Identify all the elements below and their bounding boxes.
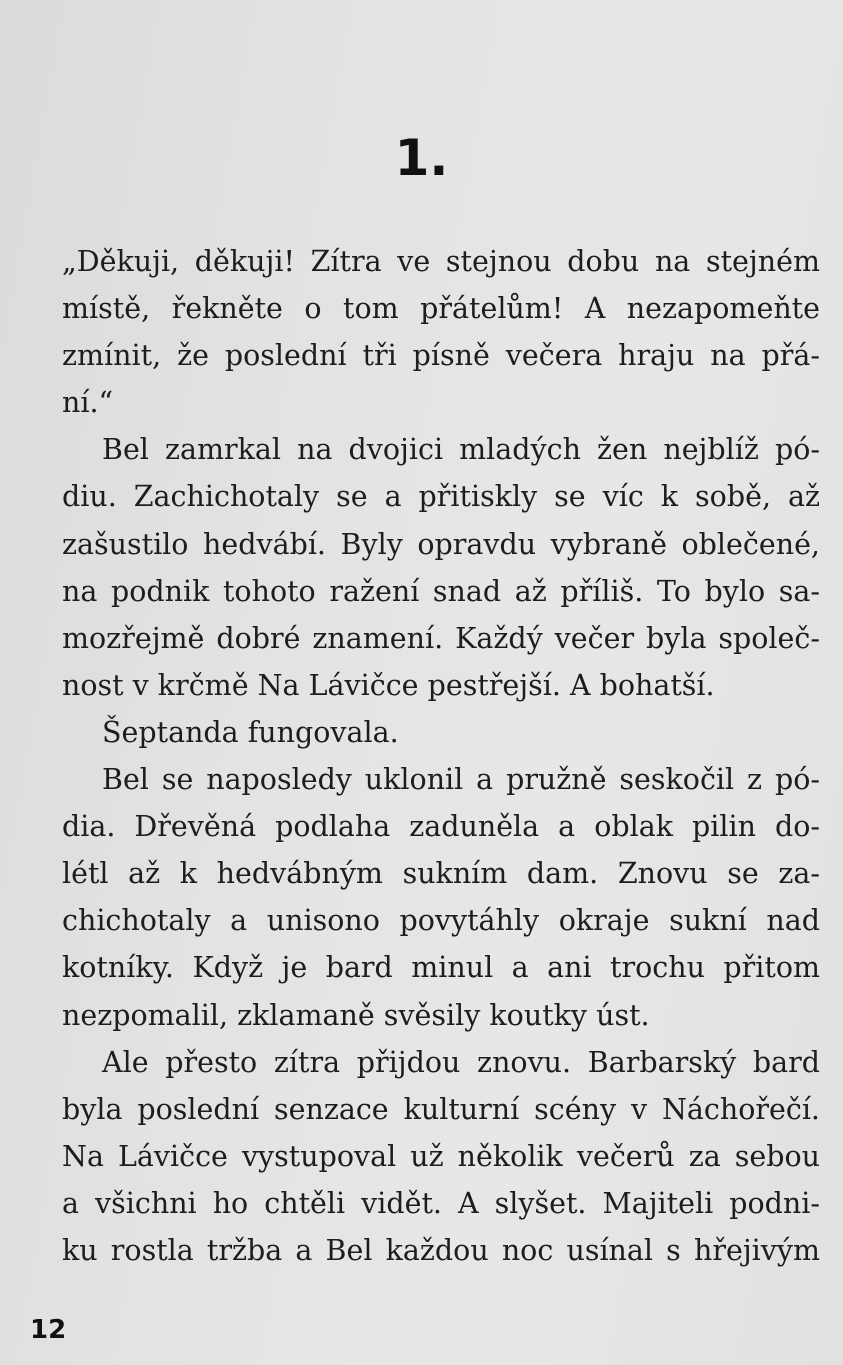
chapter-number: 1. [394,129,449,187]
text-line: mozřejmě dobré znamení. Každý večer byla společ- [62,621,820,655]
text-line: Bel se naposledy uklonil a pružně seskočil z pó- [102,763,820,797]
text-line: ní.“ [62,386,114,420]
body-text [62,238,820,1274]
text-line: kotníky. Když je bard minul a ani trochu přitom [62,951,820,985]
page-number: 12 [30,1315,67,1345]
text-line: Bel zamrkal na dvojici mladých žen nejblíž pó- [102,433,820,467]
text-line: zmínit, že poslední tři písně večera hraju na přá- [62,339,820,373]
text-line: chichotaly a unisono povytáhly okraje sukní nad [62,904,820,938]
text-line: „Děkuji, děkuji! Zítra ve stejnou dobu na stejném [62,245,820,278]
text-line: dia. Dřevěná podlaha zaduněla a oblak pilin do- [62,810,820,844]
text-line: diu. Zachichotaly se a přitiskly se víc k sobě, až [62,480,820,514]
text-line: Na Lávičce vystupoval už několik večerů za sebou [62,1139,820,1173]
text-line: a všichni ho chtěli vidět. A slyšet. Majiteli podni- [62,1186,820,1220]
text-line: nezpomalil, zklamaně svěsily koutky úst. [62,998,650,1032]
text-line: ku rostla tržba a Bel každou noc usínal s hřejivým [62,1233,820,1267]
text-line: byla poslední senzace kulturní scény v Náchořečí. [62,1092,820,1126]
text-line: létl až k hedvábným sukním dam. Znovu se za- [62,857,820,891]
text-line: Ale přesto zítra přijdou znovu. Barbarský bard [102,1045,820,1079]
text-line: na podnik tohoto ražení snad až příliš. To bylo sa- [62,574,820,608]
text-line: nost v krčmě Na Lávičce pestřejší. A bohatší. [62,668,715,702]
text-line: Šeptanda fungovala. [102,715,399,749]
text-line: zašustilo hedvábí. Byly opravdu vybraně oblečené, [62,527,820,561]
text-line: místě, řekněte o tom přátelům! A nezapomeňte [62,292,820,326]
